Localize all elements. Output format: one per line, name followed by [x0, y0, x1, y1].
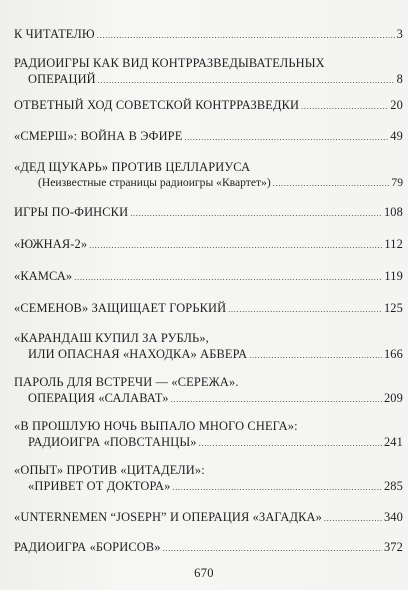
- toc-line: [14, 159, 403, 175]
- toc-entry[interactable]: [14, 330, 403, 364]
- toc-line-subtitle: [14, 175, 403, 192]
- toc-entry[interactable]: [14, 418, 403, 452]
- toc-leader-dots: [97, 26, 395, 44]
- toc-page-number: 112: [384, 237, 403, 251]
- toc-line: [14, 236, 403, 254]
- toc-line-continued: [14, 478, 403, 496]
- toc-line: [14, 462, 403, 478]
- toc-line: [14, 128, 403, 146]
- toc-entry-subtitle: (Неизвестные страницы радиоигры «Квартет»): [38, 176, 271, 189]
- toc-entry[interactable]: [14, 300, 403, 318]
- toc-entry-title: ИГРЫ ПО-ФИНСКИ: [14, 205, 129, 219]
- toc-line-continued: [14, 346, 403, 364]
- toc-leader-dots: [74, 268, 382, 286]
- toc-entry[interactable]: [14, 462, 403, 496]
- toc-entry[interactable]: [14, 204, 403, 222]
- toc-line: [14, 509, 403, 527]
- toc-line: [14, 26, 403, 44]
- toc-entry-title: «СМЕРШ»: ВОЙНА В ЭФИРЕ: [14, 129, 183, 143]
- toc-leader-dots: [273, 175, 390, 192]
- toc-entry-title: «ДЕД ЩУКАРЬ» ПРОТИВ ЦЕЛЛАРИУСА: [14, 160, 251, 174]
- toc-line: [14, 374, 403, 390]
- toc-page-number: 241: [383, 435, 403, 449]
- toc-entry[interactable]: [14, 374, 403, 408]
- toc-entry-title-continued: ОПЕРАЦИЯ «САЛАВАТ»: [28, 391, 169, 405]
- toc-entry[interactable]: [14, 539, 403, 557]
- toc-entry[interactable]: [14, 128, 403, 146]
- toc-entry[interactable]: [14, 26, 403, 44]
- toc-page-number: 8: [396, 72, 403, 86]
- toc-line-continued: [14, 434, 403, 452]
- toc-page-number: 209: [383, 391, 403, 405]
- toc-leader-dots: [301, 97, 388, 115]
- toc-page-number: 3: [396, 27, 403, 41]
- toc-leader-dots: [199, 434, 382, 452]
- toc-entry-title: К ЧИТАТЕЛЮ: [14, 27, 95, 41]
- toc-page-number: 20: [390, 98, 403, 112]
- toc-entry-title: ОТВЕТНЫЙ ХОД СОВЕТСКОЙ КОНТРРАЗВЕДКИ: [14, 98, 300, 112]
- toc-entry[interactable]: [14, 97, 403, 115]
- toc-entry[interactable]: [14, 509, 403, 527]
- toc-page-number: 166: [383, 347, 403, 361]
- toc-leader-dots: [249, 346, 382, 364]
- toc-page-number: 108: [383, 205, 403, 219]
- toc-line-continued: [14, 390, 403, 408]
- toc-line: [14, 539, 403, 557]
- page-number: 670: [194, 566, 214, 580]
- toc-entry-title: ПАРОЛЬ ДЛЯ ВСТРЕЧИ — «СЕРЕЖА».: [14, 375, 239, 389]
- toc-entry-title-continued: РАДИОИГРА «ПОВСТАНЦЫ»: [28, 435, 197, 449]
- toc-page-number: 285: [383, 479, 403, 493]
- toc-entry-title-continued: ИЛИ ОПАСНАЯ «НАХОДКА» АБВЕРА: [28, 347, 248, 361]
- toc-line: [14, 300, 403, 318]
- table-of-contents: [14, 26, 403, 557]
- toc-entry-title: «КАМСА»: [14, 269, 73, 283]
- toc-entry-title-continued: ОПЕРАЦИЙ: [28, 72, 96, 86]
- toc-entry[interactable]: [14, 268, 403, 286]
- toc-entry[interactable]: [14, 236, 403, 254]
- toc-page-number: 125: [383, 301, 403, 315]
- toc-leader-dots: [171, 390, 382, 408]
- toc-leader-dots: [163, 539, 382, 557]
- toc-leader-dots: [89, 236, 382, 254]
- toc-leader-dots: [172, 478, 382, 496]
- toc-entry-title: «ОПЫТ» ПРОТИВ «ЦИТАДЕЛИ»:: [14, 463, 205, 477]
- toc-page-number: 372: [383, 540, 403, 554]
- toc-page-number: 119: [384, 269, 403, 283]
- toc-entry-title: «В ПРОШЛУЮ НОЧЬ ВЫПАЛО МНОГО СНЕГА»:: [14, 419, 298, 433]
- toc-leader-dots: [98, 71, 395, 89]
- toc-leader-dots: [184, 128, 388, 146]
- toc-line: [14, 55, 403, 71]
- toc-line: [14, 330, 403, 346]
- toc-line: [14, 268, 403, 286]
- toc-entry[interactable]: [14, 55, 403, 89]
- toc-line: [14, 97, 403, 115]
- toc-entry-title: «КАРАНДАШ КУПИЛ ЗА РУБЛЬ»,: [14, 331, 209, 345]
- toc-entry[interactable]: [14, 159, 403, 192]
- toc-line: [14, 204, 403, 222]
- toc-entry-title: «СЕМЕНОВ» ЗАЩИЩАЕТ ГОРЬКИЙ: [14, 301, 227, 315]
- toc-line-continued: [14, 71, 403, 89]
- toc-entry-title: РАДИОИГРА «БОРИСОВ»: [14, 540, 161, 554]
- toc-leader-dots: [324, 509, 382, 527]
- toc-page-number: 340: [383, 510, 403, 524]
- toc-entry-title: «UNTERNEMEN “JOSEPH” И ОПЕРАЦИЯ «ЗАГАДКА»: [14, 510, 322, 524]
- toc-leader-dots: [130, 204, 382, 222]
- toc-page-number: 49: [390, 129, 403, 143]
- toc-leader-dots: [228, 300, 382, 318]
- toc-entry-title: «ЮЖНАЯ-2»: [14, 237, 88, 251]
- toc-entry-title: РАДИОИГРЫ КАК ВИД КОНТРРАЗВЕДЫВАТЕЛЬНЫХ: [14, 56, 325, 70]
- toc-line: [14, 418, 403, 434]
- toc-page-number: 79: [391, 176, 403, 189]
- toc-entry-title-continued: «ПРИВЕТ ОТ ДОКТОРА»: [28, 479, 171, 493]
